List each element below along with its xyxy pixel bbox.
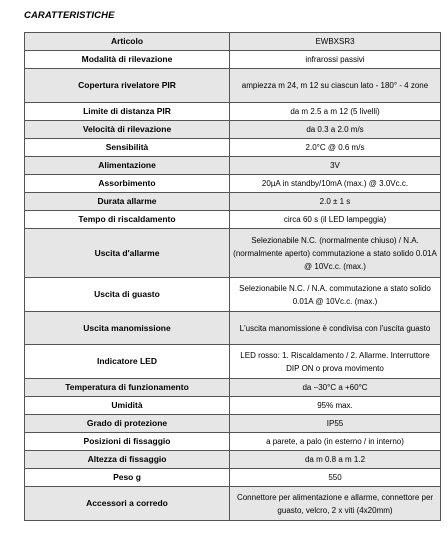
table-row [25, 33, 441, 51]
section-title: CARATTERISTICHE [24, 10, 115, 21]
row-label: Altezza di fissaggio [25, 451, 230, 469]
row-value: da −30°C a +60°C [230, 379, 441, 397]
table-row [25, 157, 441, 175]
table-row [25, 69, 441, 103]
row-label: Uscita d'allarme [25, 229, 230, 278]
table-row [25, 345, 441, 379]
table-row [25, 451, 441, 469]
row-value: 550 [230, 469, 441, 487]
row-value: 2.0°C @ 0.6 m/s [230, 139, 441, 157]
table-row [25, 175, 441, 193]
specifications-table-body [25, 33, 441, 521]
table-row [25, 415, 441, 433]
table-row [25, 103, 441, 121]
row-label: Velocità di rilevazione [25, 121, 230, 139]
table-row [25, 51, 441, 69]
table-row [25, 211, 441, 229]
row-value: IP55 [230, 415, 441, 433]
table-row [25, 139, 441, 157]
row-label: Uscita manomissione [25, 312, 230, 345]
row-value: LED rosso: 1. Riscaldamento / 2. Allarme. Interruttore DIP ON o prova movimento [230, 345, 441, 379]
table-row [25, 397, 441, 415]
table-row [25, 379, 441, 397]
table-row [25, 312, 441, 345]
row-label: Indicatore LED [25, 345, 230, 379]
row-label: Peso g [25, 469, 230, 487]
table-row [25, 278, 441, 312]
row-value: da 0.3 a 2.0 m/s [230, 121, 441, 139]
row-label: Posizioni di fissaggio [25, 433, 230, 451]
specifications-table [24, 32, 441, 521]
row-value: 95% max. [230, 397, 441, 415]
row-value: da m 2.5 a m 12 (5 livelli) [230, 103, 441, 121]
table-row [25, 433, 441, 451]
table-row [25, 469, 441, 487]
row-label: Grado di protezione [25, 415, 230, 433]
table-row [25, 487, 441, 521]
row-label: Uscita di guasto [25, 278, 230, 312]
row-label: Copertura rivelatore PIR [25, 69, 230, 103]
table-row [25, 229, 441, 278]
row-value: circa 60 s (il LED lampeggia) [230, 211, 441, 229]
row-label: Modalità di rilevazione [25, 51, 230, 69]
row-label: Sensibilità [25, 139, 230, 157]
row-value: Connettore per alimentazione e allarme, connettore per guasto, velcro, 2 x viti (4x20mm) [230, 487, 441, 521]
row-value: L'uscita manomissione è condivisa con l'uscita guasto [230, 312, 441, 345]
row-label: Accessori a corredo [25, 487, 230, 521]
row-value: ampiezza m 24, m 12 su ciascun lato - 180° - 4 zone [230, 69, 441, 103]
row-label: Assorbimento [25, 175, 230, 193]
table-row [25, 121, 441, 139]
row-label: Tempo di riscaldamento [25, 211, 230, 229]
row-value: 20µA in standby/10mA (max.) @ 3.0Vc.c. [230, 175, 441, 193]
row-value: EWBXSR3 [230, 33, 441, 51]
row-value: 2.0 ± 1 s [230, 193, 441, 211]
row-label: Articolo [25, 33, 230, 51]
row-label: Limite di distanza PIR [25, 103, 230, 121]
row-label: Durata allarme [25, 193, 230, 211]
row-value: a parete, a palo (in esterno / in interno) [230, 433, 441, 451]
row-value: Selezionabile N.C. (normalmente chiuso) / N.A. (normalmente aperto) commutazione a stato solido 0.01A @ 10Vc.c. (max.) [230, 229, 441, 278]
row-value: Selezionabile N.C. / N.A. commutazione a stato solido 0.01A @ 10Vc.c. (max.) [230, 278, 441, 312]
row-label: Umidità [25, 397, 230, 415]
row-value: 3V [230, 157, 441, 175]
row-value: infrarossi passivi [230, 51, 441, 69]
row-label: Alimentazione [25, 157, 230, 175]
row-label: Temperatura di funzionamento [25, 379, 230, 397]
row-value: da m 0.8 a m 1.2 [230, 451, 441, 469]
table-row [25, 193, 441, 211]
